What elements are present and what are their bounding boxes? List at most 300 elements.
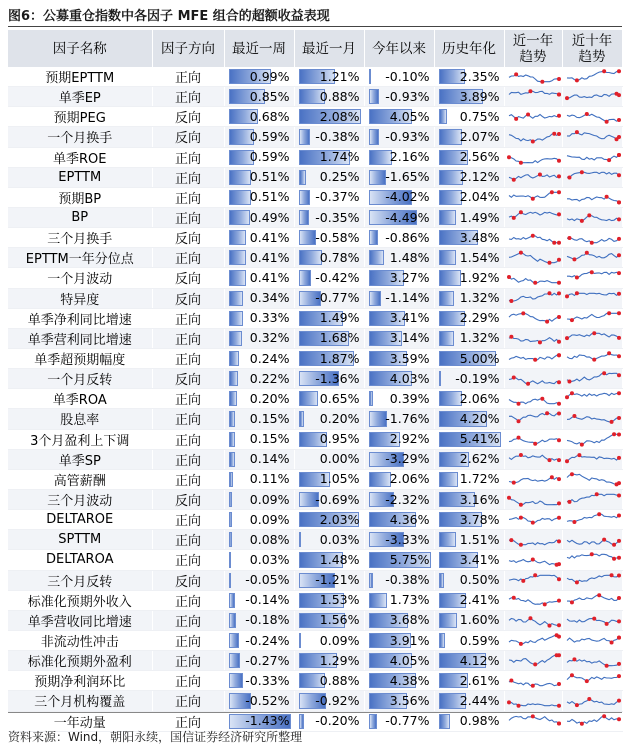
ytd-cell [364,308,434,328]
last-month-bar [299,210,309,225]
last-month-value: 1.68% [319,330,360,346]
last-month-cell [294,590,364,610]
last-week-value: 0.41% [249,269,290,285]
sparkline-10y [562,389,622,409]
sparkline-marker [592,331,596,335]
sparkline-marker [604,120,608,124]
sparkline-marker [584,112,588,116]
sparkline-marker [602,538,606,542]
sparkline-10y [562,127,622,147]
sparkline-1y [504,87,562,107]
sparkline-marker [569,600,573,604]
sparkline-marker [617,354,621,358]
factor-name-cell: 预期PEG [8,107,152,127]
sparkline-marker [507,275,511,279]
table-row [8,167,622,187]
last-week-bar [229,411,236,426]
sparkline-marker [574,276,578,280]
ytd-value: -0.10% [385,68,430,84]
annualized-bar [439,129,463,144]
factor-name-cell: DELTAROA [8,550,152,570]
ytd-value: 4.36% [389,511,430,527]
table-row [8,348,622,368]
factor-direction-cell: 正向 [152,328,224,348]
last-week-cell [224,389,294,409]
factor-name-cell: EPTTM [8,167,152,187]
last-month-cell [294,127,364,147]
annualized-cell [434,651,504,671]
sparkline-path [567,540,619,545]
last-week-value: 0.22% [249,370,290,386]
ytd-bar [369,69,371,84]
sparkline-marker [557,721,561,725]
sparkline-marker [617,373,621,377]
last-week-bar [229,311,243,326]
sparkline-marker [557,158,561,162]
last-week-value: 0.15% [249,410,290,426]
sparkline-marker [617,514,621,518]
sparkline-path [567,494,619,502]
last-week-bar [229,472,234,487]
factor-name-cell: 预期EPTTM [8,67,152,87]
sparkline-marker [542,602,546,606]
table-row [8,550,622,570]
last-month-value: 1.53% [319,592,360,608]
annualized-value: 5.00% [459,350,500,366]
ytd-value: -0.86% [385,229,430,245]
last-week-cell [224,248,294,268]
sparkline-1y [504,348,562,368]
last-week-cell [224,409,294,429]
ytd-cell [364,489,434,509]
last-week-value: 0.20% [249,390,290,406]
sparkline-1y [504,691,562,711]
ytd-cell [364,550,434,570]
sparkline-10y [562,308,622,328]
bottom-rule [8,712,622,713]
factor-name-cell: 3个月盈利上下调 [8,429,152,449]
sparkline-marker [574,131,578,135]
last-month-value: 2.08% [319,108,360,124]
last-month-value: 1.29% [319,652,360,668]
sparkline-marker [579,219,583,223]
factor-name-cell: EPTTM一年分位点 [8,248,152,268]
annualized-cell [434,630,504,650]
sparkline-1y [504,409,562,429]
sparkline-marker [545,412,549,416]
last-month-value: 1.05% [319,471,360,487]
table-row [8,328,622,348]
sparkline-1y [504,207,562,227]
last-month-value: 1.87% [319,350,360,366]
sparkline-marker [569,318,573,322]
sparkline-1y [504,489,562,509]
last-month-cell [294,67,364,87]
source-note: 资料来源：Wind，朝阳永续，国信证券经济研究所整理 [8,730,303,744]
sparkline-marker [557,340,561,344]
sparkline-marker [617,118,621,122]
last-week-cell [224,530,294,550]
annualized-cell [434,449,504,469]
last-week-cell [224,288,294,308]
last-week-cell [224,449,294,469]
sparkline-marker [518,543,522,547]
sparkline-marker [567,175,571,179]
last-week-cell [224,630,294,650]
ytd-bar [369,593,388,608]
header-last-week: 最近一周 [224,30,294,67]
factor-name-cell: 三个月换手 [8,228,152,248]
sparkline-marker [617,272,621,276]
ytd-cell [364,87,434,107]
sparkline-marker [569,392,573,396]
annualized-bar [439,190,462,205]
factor-direction-cell: 正向 [152,248,224,268]
sparkline-10y [562,187,622,207]
sparkline-marker [569,472,573,476]
last-month-cell [294,389,364,409]
sparkline-marker [617,717,621,721]
ytd-value: 2.06% [389,471,430,487]
sparkline-marker [609,420,613,424]
last-month-value: -0.37% [315,189,360,205]
sparkline-marker [547,291,551,295]
table-row [8,308,622,328]
factor-name-cell: 三个月波动 [8,489,152,509]
sparkline-1y [504,711,562,731]
sparkline-marker [530,714,534,718]
sparkline-marker [617,93,621,97]
sparkline-marker [533,358,537,362]
sparkline-marker [507,701,511,705]
annualized-value: 2.04% [459,189,500,205]
sparkline-path [509,635,559,644]
last-month-bar [299,714,305,729]
sparkline-marker [518,642,522,646]
annualized-bar [439,109,448,124]
sparkline-marker [530,140,534,144]
last-week-value: -0.24% [245,632,290,648]
table-row [8,691,622,711]
table-row [8,530,622,550]
annualized-cell [434,268,504,288]
sparkline-marker [518,210,522,214]
factor-name-cell: BP [8,207,152,227]
sparkline-marker [609,573,613,577]
last-week-bar [229,170,251,185]
last-month-cell [294,308,364,328]
annualized-value: 1.32% [459,330,500,346]
factor-direction-cell: 正向 [152,590,224,610]
sparkline-10y [562,610,622,630]
annualized-value: 0.50% [459,572,500,588]
last-week-value: -0.27% [245,652,290,668]
last-week-bar [229,270,247,285]
annualized-value: 1.54% [459,249,500,265]
table-row [8,651,622,671]
last-week-cell [224,651,294,671]
last-week-value: 0.49% [249,209,290,225]
sparkline-path [567,172,619,177]
table-row [8,288,622,308]
last-month-cell [294,248,364,268]
header-ytd: 今年以来 [364,30,434,67]
sparkline-marker [617,481,621,485]
last-week-cell [224,550,294,570]
factor-direction-cell: 反向 [152,570,224,590]
last-month-value: -0.77% [315,290,360,306]
factor-name-cell: 股息率 [8,409,152,429]
sparkline-1y [504,469,562,489]
sparkline-marker [533,281,537,285]
last-month-cell [294,550,364,570]
last-week-bar [229,552,231,567]
sparkline-marker [604,195,608,199]
sparkline-marker [514,117,518,121]
sparkline-marker [537,172,541,176]
annualized-cell [434,590,504,610]
table-row [8,489,622,509]
last-week-bar [229,452,235,467]
sparkline-path [567,455,619,461]
annualized-cell [434,67,504,87]
ytd-cell [364,530,434,550]
table-row [8,127,622,147]
annualized-value: 5.41% [459,431,500,447]
last-month-cell [294,348,364,368]
sparkline-marker [547,623,551,627]
annualized-cell [434,389,504,409]
sparkline-10y [562,510,622,530]
sparkline-marker [617,699,621,703]
ytd-bar [369,472,391,487]
sparkline-marker [518,453,522,457]
sparkline-marker [574,580,578,584]
annualized-value: 3.78% [459,511,500,527]
sparkline-marker [574,78,578,82]
ytd-cell [364,449,434,469]
ytd-cell [364,590,434,610]
sparkline-marker [617,573,621,577]
ytd-value: -1.14% [385,290,430,306]
ytd-bar [369,291,381,306]
table-row [8,389,622,409]
factor-name-cell: 高管薪酬 [8,469,152,489]
last-month-value: -0.58% [315,229,360,245]
ytd-cell [364,348,434,368]
sparkline-marker [617,153,621,157]
sparkline-marker [557,653,561,657]
last-week-cell [224,489,294,509]
sparkline-marker [587,213,591,217]
sparkline-path [509,253,559,263]
sparkline-marker [528,90,532,94]
annualized-cell [434,570,504,590]
annualized-cell [434,510,504,530]
factor-direction-cell: 正向 [152,711,224,731]
last-week-cell [224,167,294,187]
sparkline-path [567,595,619,602]
ytd-bar [369,170,387,185]
last-week-bar [229,351,239,366]
sparkline-marker [617,539,621,543]
annualized-value: 1.32% [459,290,500,306]
sparkline-marker [557,114,561,118]
ytd-cell [364,570,434,590]
sparkline-marker [557,477,561,481]
last-week-value: 0.09% [249,491,290,507]
sparkline-marker [557,577,561,581]
sparkline-10y [562,167,622,187]
last-week-value: -1.43% [245,713,290,729]
ytd-value: -0.77% [385,713,430,729]
annualized-cell [434,87,504,107]
annualized-value: 2.35% [459,68,500,84]
ytd-bar [369,150,392,165]
sparkline-path [509,313,559,321]
annualized-value: 3.41% [459,551,500,567]
ytd-value: 4.38% [389,672,430,688]
last-month-cell [294,409,364,429]
last-week-bar [229,593,235,608]
factor-direction-cell: 正向 [152,630,224,650]
last-month-bar [299,190,310,205]
ytd-value: 2.16% [389,149,430,165]
sparkline-1y [504,268,562,288]
last-month-value: 1.56% [319,612,360,628]
table-row [8,207,622,227]
sparkline-marker [537,340,541,344]
last-month-value: 2.03% [319,511,360,527]
sparkline-path [509,399,559,404]
annualized-value: 3.48% [459,229,500,245]
sparkline-marker [530,197,534,201]
factor-name-cell: 非流动性冲击 [8,630,152,650]
last-week-value: 0.59% [249,128,290,144]
sparkline-marker [533,573,537,577]
sparkline-marker [607,158,611,162]
factor-direction-cell: 正向 [152,469,224,489]
sparkline-marker [528,616,532,620]
last-week-value: 0.41% [249,229,290,245]
sparkline-marker [597,593,601,597]
ytd-cell [364,610,434,630]
sparkline-marker [567,236,571,240]
sparkline-1y [504,449,562,469]
factor-direction-cell: 正向 [152,87,224,107]
annualized-value: 2.07% [459,128,500,144]
sparkline-marker [607,351,611,355]
factor-direction-cell: 反向 [152,288,224,308]
factor-name-cell: 预期BP [8,187,152,207]
sparkline-marker [526,382,530,386]
last-month-value: -0.92% [315,692,360,708]
ytd-cell [364,469,434,489]
last-week-cell [224,691,294,711]
last-month-value: 0.95% [319,431,360,447]
sparkline-10y [562,630,622,650]
annualized-cell [434,308,504,328]
annualized-cell [434,489,504,509]
sparkline-marker [617,254,621,258]
sparkline-1y [504,107,562,127]
sparkline-marker [572,415,576,419]
last-week-bar [229,653,241,668]
ytd-value: 1.48% [389,249,430,265]
sparkline-marker [584,679,588,683]
sparkline-marker [557,540,561,544]
ytd-bar [369,230,378,245]
annualized-cell [434,550,504,570]
sparkline-marker [547,458,551,462]
last-month-value: 0.20% [319,410,360,426]
sparkline-10y [562,228,622,248]
last-week-cell [224,671,294,691]
last-month-cell [294,711,364,731]
annualized-bar [439,714,450,729]
annualized-value: 2.56% [459,149,500,165]
ytd-value: 3.14% [389,330,430,346]
last-month-value: 0.00% [319,451,360,467]
ytd-value: 0.39% [389,390,430,406]
annualized-value: 0.75% [459,108,500,124]
sparkline-path [509,157,559,162]
factor-direction-cell: 正向 [152,449,224,469]
annualized-bar [439,250,457,265]
sparkline-marker [557,402,561,406]
sparkline-marker [604,664,608,668]
sparkline-1y [504,590,562,610]
sparkline-marker [617,596,621,600]
factor-direction-cell: 正向 [152,67,224,87]
last-week-bar [229,613,237,628]
sparkline-path [567,676,619,682]
last-week-cell [224,207,294,227]
sparkline-marker [509,299,513,303]
annualized-cell [434,691,504,711]
last-month-cell [294,429,364,449]
annualized-value: 4.20% [459,410,500,426]
sparkline-marker [604,622,608,626]
last-week-bar [229,250,247,265]
ytd-cell [364,107,434,127]
ytd-value: 2.92% [389,431,430,447]
sparkline-path [509,414,559,422]
sparkline-marker [521,311,525,315]
sparkline-marker [557,353,561,357]
sparkline-path [567,716,619,723]
sparkline-marker [530,521,534,525]
sparkline-marker [557,704,561,708]
sparkline-marker [565,96,569,100]
sparkline-marker [557,212,561,216]
ytd-cell [364,651,434,671]
factor-name-cell: 单季SP [8,449,152,469]
sparkline-marker [526,113,530,117]
factor-direction-cell: 正向 [152,550,224,570]
sparkline-marker [617,392,621,396]
table-row [8,369,622,389]
last-week-bar [229,210,250,225]
sparkline-marker [572,520,576,524]
last-week-bar [229,190,251,205]
sparkline-marker [567,380,571,384]
ytd-cell [364,147,434,167]
factor-direction-cell: 正向 [152,348,224,368]
table-row [8,268,622,288]
last-week-value: -0.52% [245,692,290,708]
annualized-cell [434,328,504,348]
